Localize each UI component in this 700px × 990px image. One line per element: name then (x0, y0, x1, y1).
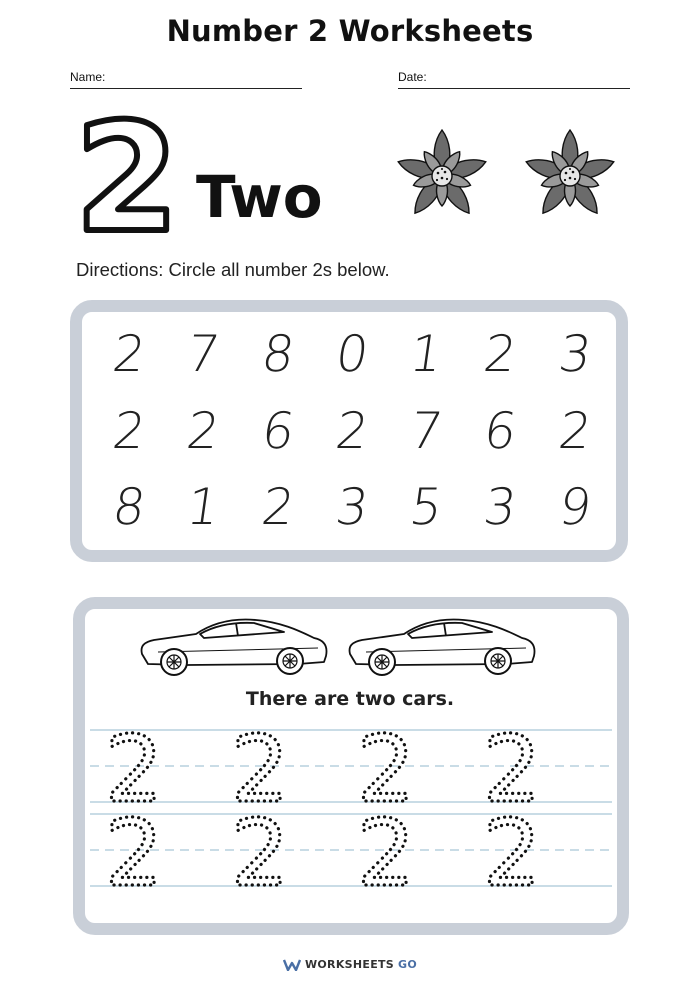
trace-digit[interactable]: 2 (356, 722, 416, 823)
footer-logo (0, 958, 700, 971)
caption-text: There are two cars. (245, 688, 455, 710)
number-word: Two (196, 163, 323, 231)
digit-cell[interactable]: 2 (109, 401, 150, 460)
date-label: Date: (398, 70, 427, 84)
trace-digit[interactable]: 2 (356, 800, 416, 898)
date-field[interactable] (398, 70, 630, 89)
digit-cell[interactable]: 6 (480, 401, 521, 460)
digit-cell[interactable]: 8 (257, 325, 298, 384)
outlined-numeral (72, 108, 182, 240)
tracing-area[interactable] (90, 722, 612, 898)
flower-icon (392, 128, 492, 224)
digit-cell[interactable]: 3 (332, 478, 372, 537)
digit-grid (92, 316, 612, 546)
digit-cell[interactable]: 7 (406, 401, 447, 460)
directions-text: Directions: Circle all number 2s below. (76, 259, 390, 280)
digit-cell[interactable]: 9 (554, 478, 595, 537)
digit-cell[interactable]: 2 (109, 325, 150, 384)
car-icon (138, 612, 330, 678)
digit-cell[interactable]: 2 (480, 325, 521, 384)
page-title: Number 2 Worksheets (166, 14, 534, 48)
name-label: Name: (70, 70, 106, 84)
digit-cell[interactable]: 2 (332, 401, 372, 460)
flower-icon (520, 128, 620, 224)
digit-cell[interactable]: 7 (183, 325, 224, 384)
digit-cell[interactable]: 2 (183, 401, 224, 460)
digit-cell[interactable]: 6 (257, 401, 298, 460)
digit-cell[interactable]: 0 (332, 325, 372, 384)
name-field[interactable] (70, 70, 302, 89)
digit-cell[interactable]: 5 (406, 478, 447, 537)
trace-digit[interactable]: 2 (230, 800, 290, 898)
digit-cell[interactable]: 1 (183, 478, 224, 537)
digit-cell[interactable]: 1 (406, 325, 447, 384)
car-icon (346, 612, 538, 678)
trace-digit[interactable]: 2 (104, 800, 164, 898)
trace-digit[interactable]: 2 (482, 800, 542, 898)
digit-cell[interactable]: 8 (109, 478, 150, 537)
digit-cell[interactable]: 2 (554, 401, 595, 460)
brand-suffix: GO (398, 958, 418, 971)
logo-icon (283, 959, 301, 971)
trace-digit[interactable]: 2 (104, 722, 164, 823)
brand-name: WORKSHEETS (304, 958, 395, 971)
digit-cell[interactable]: 2 (257, 478, 298, 537)
trace-digit[interactable]: 2 (482, 722, 542, 823)
digit-cell[interactable]: 3 (554, 325, 595, 384)
digit-cell[interactable]: 3 (480, 478, 521, 537)
trace-digit[interactable]: 2 (230, 722, 290, 823)
outlined-numeral-text: 2 (74, 108, 180, 240)
